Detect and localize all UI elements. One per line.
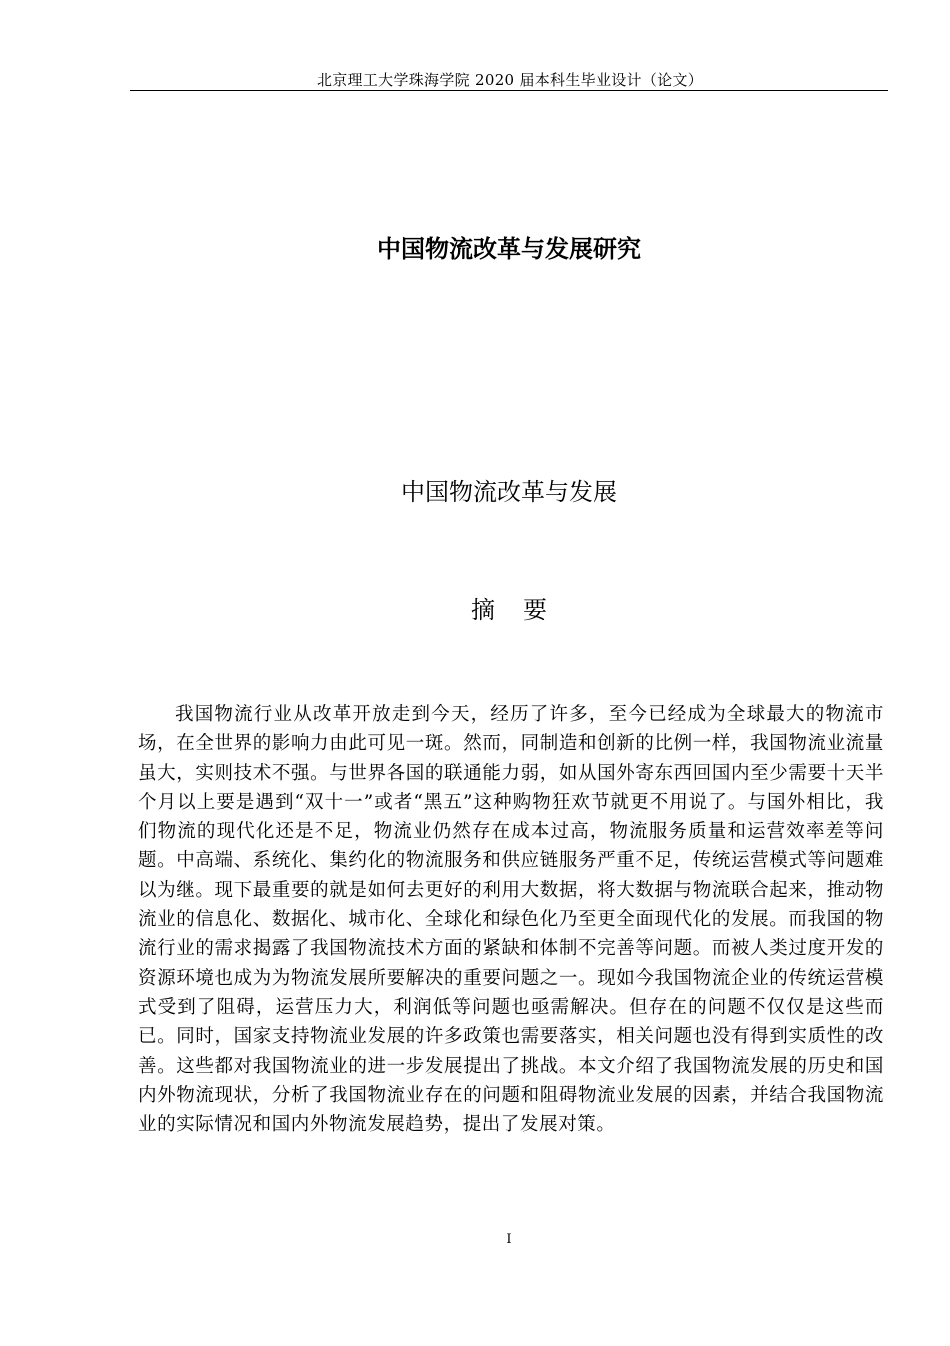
abstract-heading: 摘要 xyxy=(471,596,575,624)
thesis-title: 中国物流改革与发展研究 xyxy=(377,235,641,263)
running-header: 北京理工大学珠海学院 2020 届本科生毕业设计（论文） xyxy=(316,71,704,89)
header-divider xyxy=(130,90,888,91)
page-number: I xyxy=(506,1232,512,1247)
thesis-subtitle: 中国物流改革与发展 xyxy=(401,478,617,506)
abstract-body: 我国物流行业从改革开放走到今天，经历了许多，至今已经成为全球最大的物流市场，在全世界的影响力由此可见一斑。然而，同制造和创新的比例一样，我国物流业流量虽大，实则技术不强。与世界各国的联通能力弱，如从国外寄东西回国内至少需要十天半个月以上要是遇到“双十一”或者“黑五”这种购物狂欢节就更不用说了。与国外相比，我们物流的现代化还是不足，物流业仍然存在成本过高，物流服务质量和运营效率差等问题。中高端、系统化、集约化的物流服务和供应链服务严重不足，传统运营模式等问题难以为继。现下最重要的就是如何去更好的利用大数据，将大数据与物流联合起来，推动物流业的信息化、数据化、城市化、全球化和绿色化乃至更全面现代化的发展。而我国的物流行业的需求揭露了我国物流技术方面的紧缺和体制不完善等问题。而被人类过度开发的资源环境也成为为物流发展所要解决的重要问题之一。现如今我国物流企业的传统运营模式受到了阻碍，运营压力大，利润低等问题也亟需解决。但存在的问题不仅仅是这些而已。同时，国家支持物流业发展的许多政策也需要落实，相关问题也没有得到实质性的改善。这些都对我国物流业的进一步发展提出了挑战。本文介绍了我国物流发展的历史和国内外物流现状，分析了我国物流业存在的问题和阻碍物流业发展的因素，并结合我国物流业的实际情况和国内外物流发展趋势，提出了发展对策。 xyxy=(138,704,884,1136)
